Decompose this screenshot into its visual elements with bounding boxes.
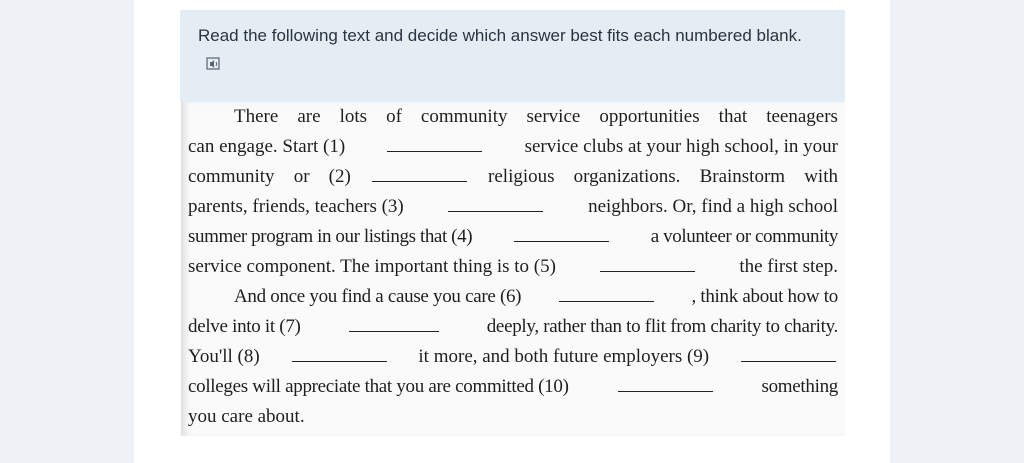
passage-text-segment: or: [293, 166, 310, 187]
question-header: [180, 10, 845, 102]
passage-text-segment: neighbors. Or, find a high school: [588, 196, 838, 217]
passage-text-segment: You'll (8): [188, 346, 260, 367]
passage-text-segment: (2): [328, 166, 351, 187]
passage-text-segment: with: [804, 166, 838, 187]
passage-text-segment: lots: [339, 106, 368, 127]
passage-text-segment: service: [526, 106, 581, 127]
passage-text-segment: can engage. Start (1): [188, 136, 346, 157]
prompt-text: Read the following text and decide which answer best fits each numbered blank.: [198, 26, 802, 45]
passage-text-segment: There: [234, 106, 279, 127]
passage-text-segment: that: [718, 106, 748, 127]
passage-text-segment: the first step.: [739, 256, 838, 277]
blank-10[interactable]: [618, 390, 713, 392]
blank-1[interactable]: [387, 150, 482, 152]
passage-text-segment: colleges will appreciate that you are committed (10): [188, 376, 569, 397]
passage-line-4: [188, 196, 838, 218]
speaker-icon[interactable]: [206, 57, 222, 71]
passage-line-1: [234, 106, 838, 128]
passage-line-8: [188, 316, 838, 338]
passage-text-segment: opportunities: [599, 106, 700, 127]
blank-6[interactable]: [559, 300, 654, 302]
passage-text-segment: community: [188, 166, 275, 187]
passage-line-6: [188, 256, 838, 278]
passage-text-segment: deeply, rather than to flit from charity to charity.: [486, 316, 838, 337]
blank-5[interactable]: [600, 270, 695, 272]
blank-4[interactable]: [514, 240, 609, 242]
passage-line-11: [188, 406, 838, 428]
blank-2[interactable]: [372, 180, 467, 182]
passage-text-segment: summer program in our listings that (4): [188, 226, 473, 247]
passage-line-10: [188, 376, 838, 398]
passage-text-segment: of: [386, 106, 402, 127]
passage-text-segment: a volunteer or community: [650, 226, 838, 247]
passage-text-segment: something: [761, 376, 838, 397]
passage-text-segment: , think about how to: [691, 286, 838, 307]
passage-text-segment: teenagers: [766, 106, 838, 127]
passage-text-segment: are: [297, 106, 321, 127]
passage-text-segment: religious: [488, 166, 555, 187]
blank-9[interactable]: [741, 360, 836, 362]
passage-image: [181, 102, 845, 436]
passage-line-5: [188, 226, 838, 248]
blank-8[interactable]: [292, 360, 387, 362]
passage-text-segment: organizations.: [573, 166, 681, 187]
passage-line-7: [234, 286, 838, 308]
passage-text-segment: it more, and both future employers (9): [418, 346, 710, 367]
passage-text-segment: service component. The important thing is to (5): [188, 256, 556, 277]
passage-line-3: [188, 166, 838, 188]
passage-line-2: [188, 136, 838, 158]
passage-text-segment: Brainstorm: [699, 166, 786, 187]
passage-text-segment: delve into it (7): [188, 316, 301, 337]
passage-text-segment: And once you find a cause you care (6): [234, 286, 522, 307]
question-prompt: [198, 22, 828, 76]
blank-3[interactable]: [448, 210, 543, 212]
passage-line-9: [188, 346, 838, 368]
blank-7[interactable]: [349, 330, 439, 332]
passage-text-segment: parents, friends, teachers (3): [188, 196, 404, 217]
passage-text-segment: community: [420, 106, 508, 127]
passage-text-segment: service clubs at your high school, in your: [524, 136, 838, 157]
passage-text-segment: you care about.: [188, 406, 305, 427]
